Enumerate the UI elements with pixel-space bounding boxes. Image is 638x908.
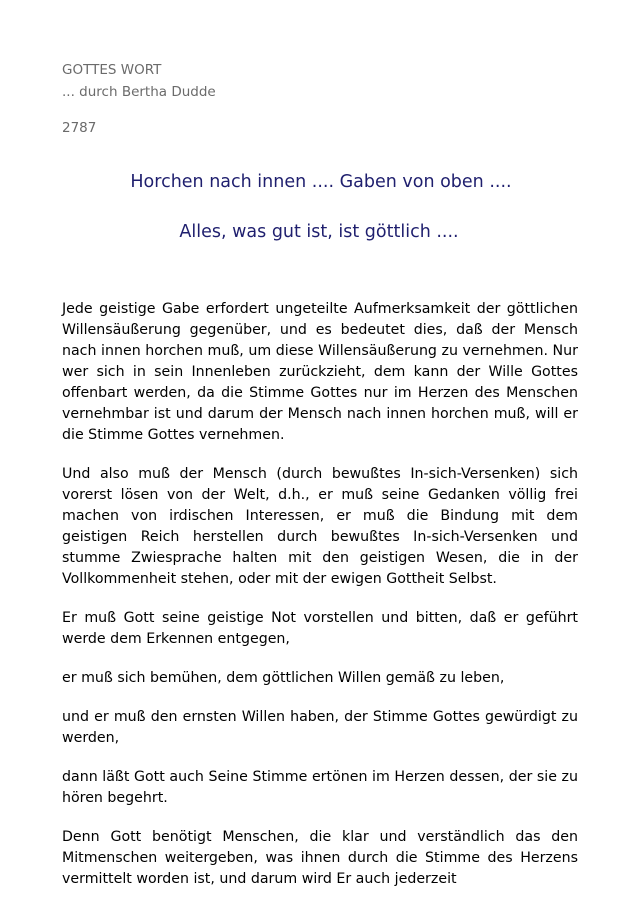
- subtitle: Alles, was gut ist, ist göttlich ....: [179, 222, 459, 242]
- body-text: [62, 299, 578, 908]
- document-number: 2787: [62, 120, 97, 136]
- paragraph: Jede geistige Gabe erfordert ungeteilte Aufmerksamkeit der göttlichen Willensäußerung gegenüber, und es bedeutet dies, daß der Mensch nach innen horchen muß, um diese Willensäußerung zu vernehmen. Nur wer sich in sein Innenleben zurückzieht, dem kann der Wille Gottes offenbart werden, da die Stimme Gottes nur im Herzen des Menschen vernehmbar ist und darum der Mensch nach innen horchen muß, will er die Stimme Gottes vernehmen.: [62, 301, 578, 443]
- series-title: GOTTES WORT: [62, 62, 162, 78]
- main-title: Horchen nach innen .... Gaben von oben ....: [130, 172, 512, 192]
- paragraph: Er muß Gott seine geistige Not vorstellen und bitten, daß er geführt werde dem Erkennen entgegen,: [62, 610, 578, 647]
- paragraph: und er muß den ernsten Willen haben, der Stimme Gottes gewürdigt zu werden,: [62, 709, 578, 746]
- paragraph: Denn Gott benötigt Menschen, die klar und verständlich das den Mitmenschen weitergeben, was ihnen durch die Stimme des Herzens vermittelt worden ist, und darum wird Er auch jederzeit: [62, 829, 578, 887]
- author-line: ... durch Bertha Dudde: [62, 84, 216, 100]
- paragraph: Und also muß der Mensch (durch bewußtes In-sich-Versenken) sich vorerst lösen von der Welt, d.h., er muß seine Gedanken völlig frei machen von irdischen Interessen, er muß die Bindung mit dem geistigen Reich herstellen durch bewußtes In-sich-Versenken und stumme Zwiesprache halten mit den geistigen Wesen, die in der Vollkommenheit stehen, oder mit der ewigen Gottheit Selbst.: [62, 466, 578, 587]
- paragraph: er muß sich bemühen, dem göttlichen Willen gemäß zu leben,: [62, 670, 505, 686]
- paragraph: dann läßt Gott auch Seine Stimme ertönen im Herzen dessen, der sie zu hören begehrt.: [62, 769, 578, 806]
